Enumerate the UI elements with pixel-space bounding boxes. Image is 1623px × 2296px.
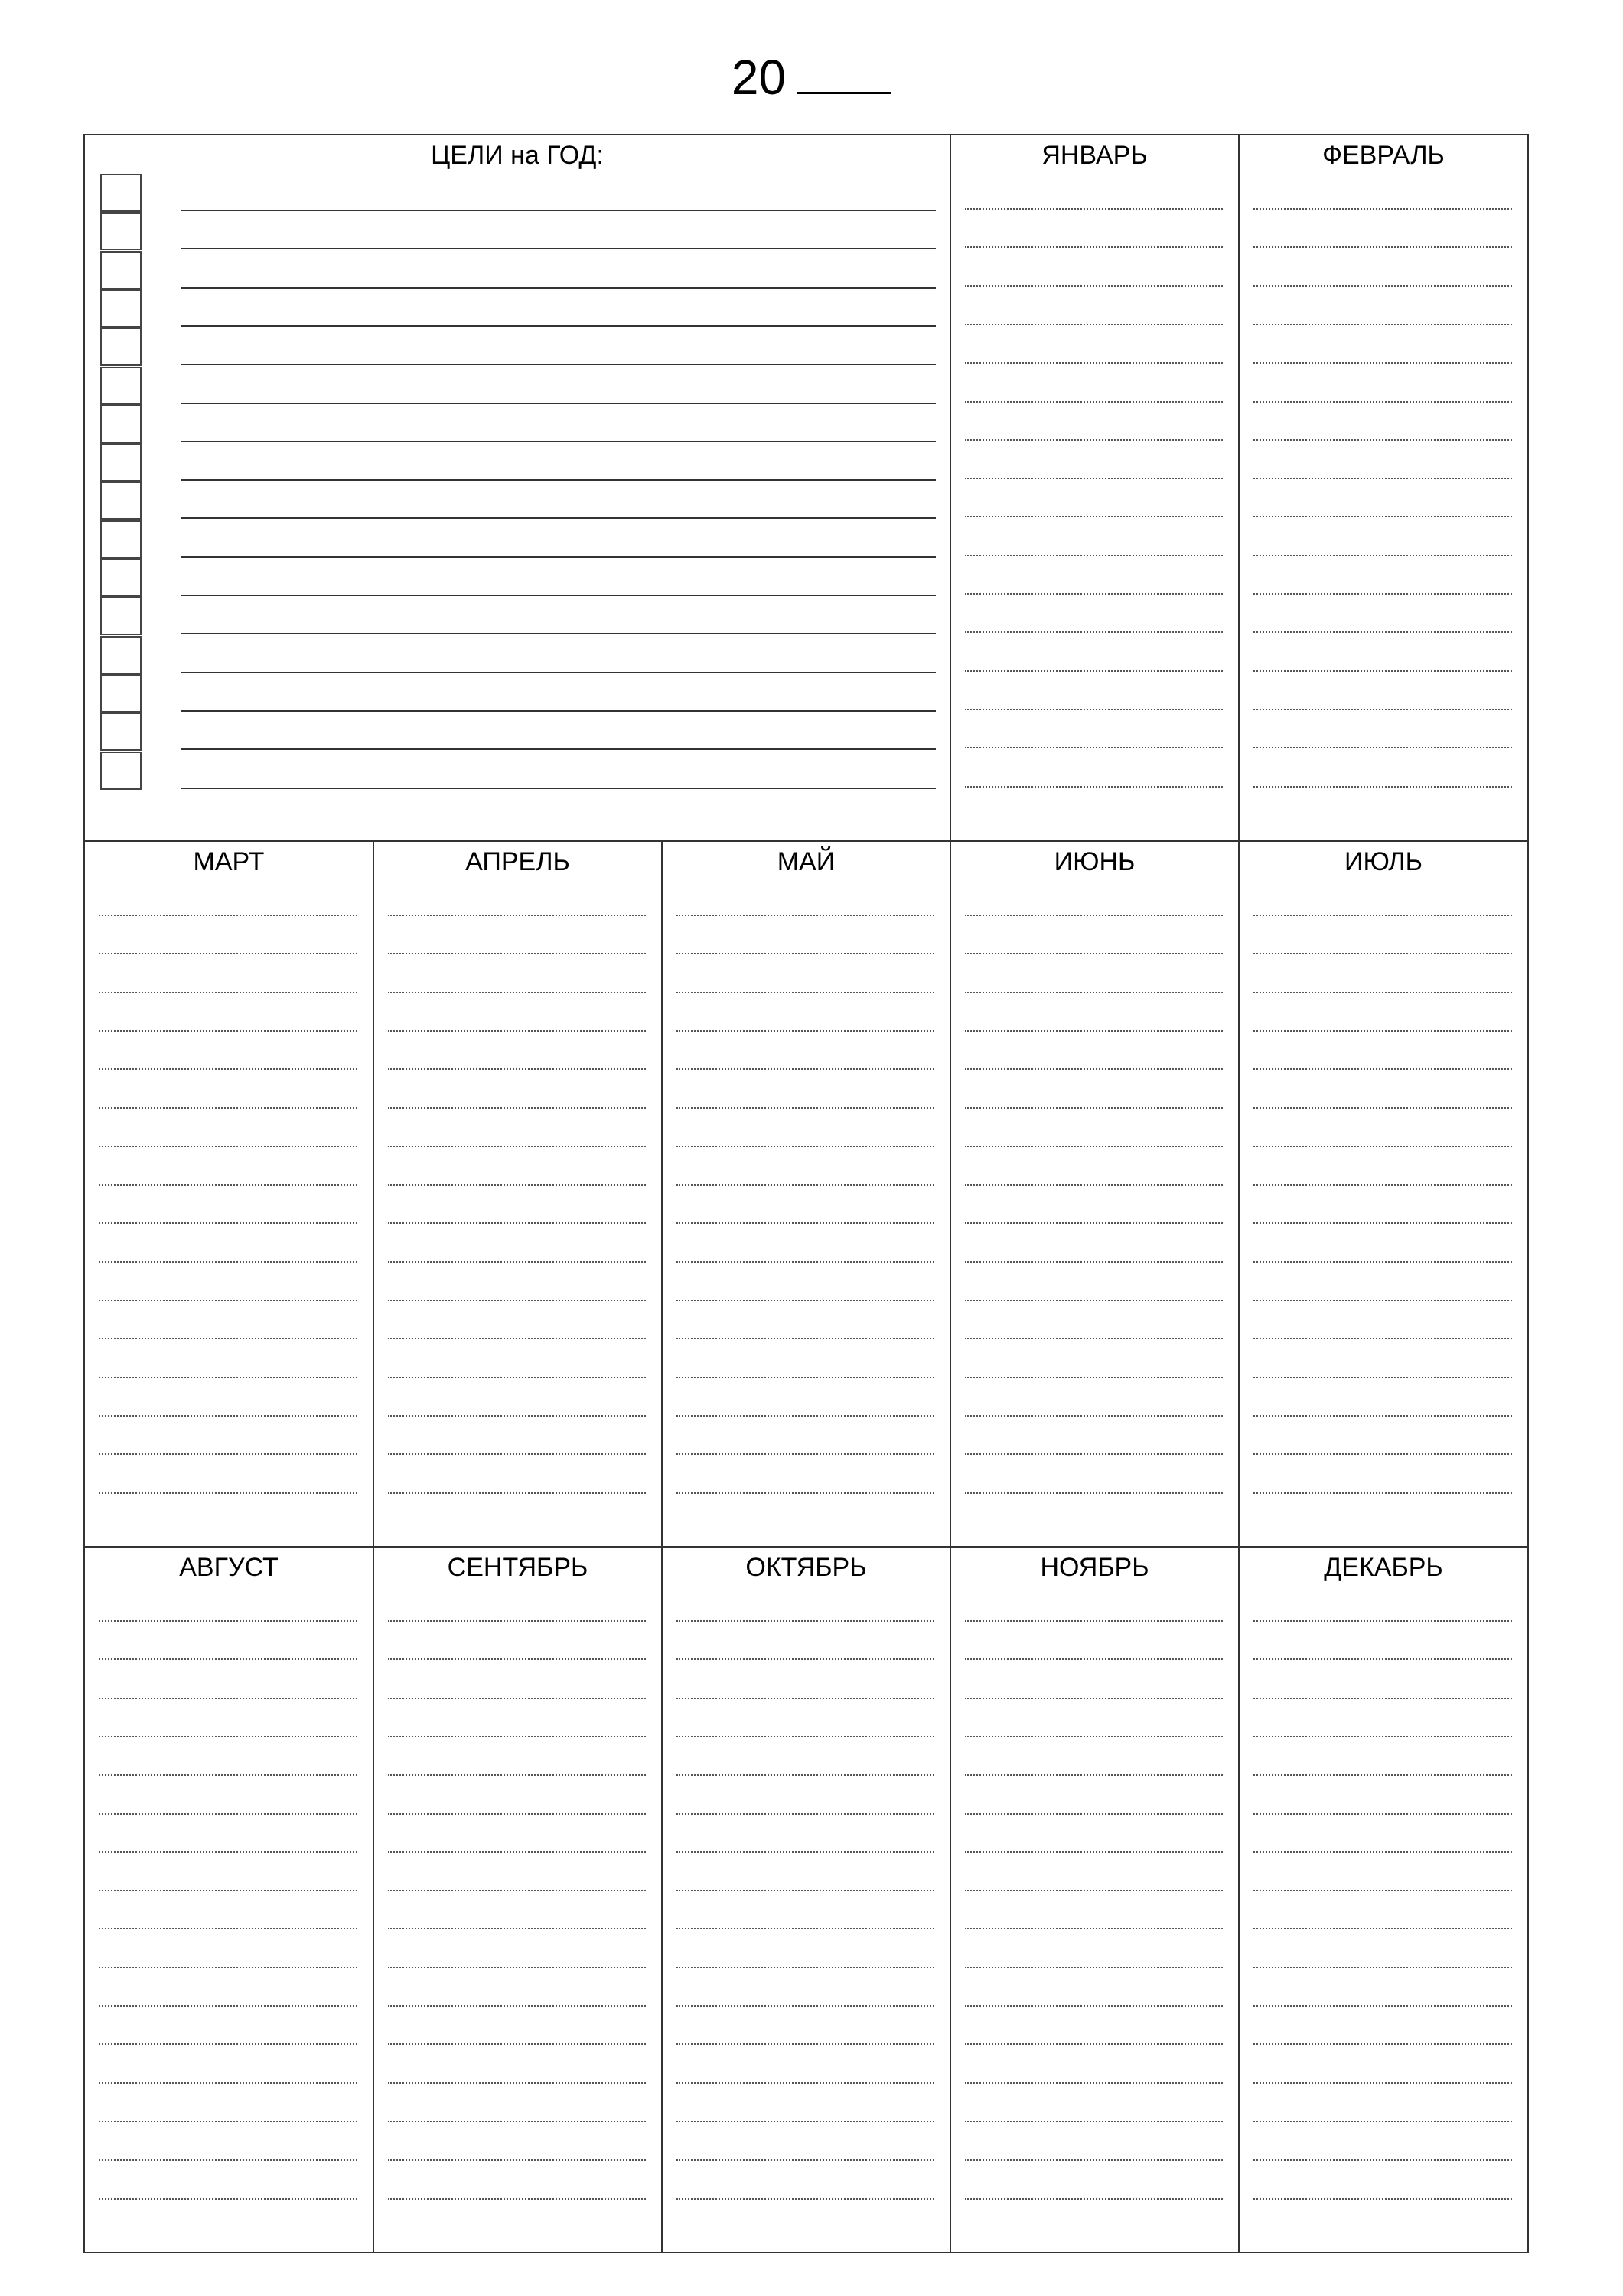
month-write-line[interactable]: [676, 1184, 934, 1186]
month-write-line[interactable]: [1253, 992, 1512, 993]
month-write-line[interactable]: [676, 1030, 934, 1032]
month-write-line[interactable]: [676, 1453, 934, 1455]
month-write-line[interactable]: [965, 786, 1223, 788]
month-write-line[interactable]: [1253, 1146, 1512, 1147]
month-cell-oct: [663, 1548, 950, 2252]
month-write-line[interactable]: [1253, 324, 1512, 325]
month-write-line[interactable]: [1253, 1736, 1512, 1737]
month-write-line[interactable]: [99, 1377, 357, 1378]
month-write-line[interactable]: [676, 1107, 934, 1109]
goal-checkbox[interactable]: [100, 251, 142, 289]
month-write-line[interactable]: [965, 2005, 1223, 2007]
month-write-line[interactable]: [676, 1377, 934, 1378]
goal-write-line[interactable]: [181, 479, 936, 481]
month-write-line[interactable]: [388, 1261, 646, 1263]
month-write-line[interactable]: [1253, 593, 1512, 595]
month-write-line[interactable]: [965, 1928, 1223, 1929]
month-title-jul: ИЮЛЬ: [1344, 847, 1423, 876]
month-write-line[interactable]: [1253, 2082, 1512, 2084]
month-write-line[interactable]: [99, 1813, 357, 1815]
month-write-line[interactable]: [676, 1620, 934, 1622]
month-write-line[interactable]: [676, 1338, 934, 1339]
goal-checkbox[interactable]: [100, 289, 142, 328]
month-write-line[interactable]: [99, 1146, 357, 1147]
month-write-line[interactable]: [1253, 401, 1512, 403]
goal-write-line[interactable]: [181, 633, 936, 634]
month-write-line[interactable]: [99, 1890, 357, 1891]
month-write-line[interactable]: [965, 1222, 1223, 1224]
month-cell-jun: [951, 842, 1238, 1546]
month-write-line[interactable]: [388, 1453, 646, 1455]
month-write-line[interactable]: [1253, 1415, 1512, 1417]
month-write-line[interactable]: [1253, 2043, 1512, 2045]
month-write-line[interactable]: [1253, 631, 1512, 633]
month-write-line[interactable]: [99, 1453, 357, 1455]
goals-title: ЦЕЛИ на ГОД:: [431, 141, 604, 170]
month-write-line[interactable]: [1253, 786, 1512, 788]
month-write-line[interactable]: [99, 1222, 357, 1224]
month-write-line[interactable]: [1253, 747, 1512, 748]
month-write-line[interactable]: [1253, 1222, 1512, 1224]
month-write-line[interactable]: [965, 555, 1223, 556]
month-write-line[interactable]: [388, 1492, 646, 1494]
month-title-apr: АПРЕЛЬ: [465, 847, 570, 876]
month-write-line[interactable]: [1253, 2198, 1512, 2200]
month-write-line[interactable]: [965, 1068, 1223, 1070]
month-write-line[interactable]: [99, 1928, 357, 1929]
month-write-line[interactable]: [676, 1967, 934, 1968]
month-write-line[interactable]: [99, 1300, 357, 1301]
goal-checkbox[interactable]: [100, 520, 142, 559]
goal-checkbox[interactable]: [100, 674, 142, 713]
month-write-line[interactable]: [388, 1184, 646, 1186]
goal-checkbox[interactable]: [100, 752, 142, 790]
month-write-line[interactable]: [965, 1030, 1223, 1032]
month-write-line[interactable]: [388, 1377, 646, 1378]
month-write-line[interactable]: [1253, 1377, 1512, 1378]
month-write-line[interactable]: [965, 631, 1223, 633]
month-title-sep: СЕНТЯБРЬ: [447, 1553, 588, 1582]
month-write-line[interactable]: [388, 1415, 646, 1417]
month-write-line[interactable]: [965, 2043, 1223, 2045]
month-write-line[interactable]: [1253, 2159, 1512, 2161]
month-write-line[interactable]: [1253, 285, 1512, 287]
goal-write-line[interactable]: [181, 672, 936, 673]
goal-checkbox[interactable]: [100, 405, 142, 443]
month-write-line[interactable]: [388, 1890, 646, 1891]
month-write-line[interactable]: [388, 1146, 646, 1147]
goals-cell: [85, 135, 950, 840]
month-write-line[interactable]: [388, 1813, 646, 1815]
month-write-line[interactable]: [965, 1300, 1223, 1301]
month-write-line[interactable]: [676, 2121, 934, 2122]
month-write-line[interactable]: [388, 1338, 646, 1339]
month-write-line[interactable]: [1253, 1338, 1512, 1339]
month-write-line[interactable]: [965, 1492, 1223, 1494]
month-write-line[interactable]: [1253, 670, 1512, 672]
goal-write-line[interactable]: [181, 788, 936, 789]
month-write-line[interactable]: [676, 2005, 934, 2007]
month-write-line[interactable]: [99, 1492, 357, 1494]
planner-grid: [83, 134, 1529, 2253]
goal-write-line[interactable]: [181, 710, 936, 712]
month-write-line[interactable]: [99, 1415, 357, 1417]
month-cell-dec: [1240, 1548, 1527, 2252]
month-title-mar: МАРТ: [193, 847, 265, 876]
month-write-line[interactable]: [676, 2198, 934, 2200]
month-write-line[interactable]: [1253, 1492, 1512, 1494]
month-write-line[interactable]: [676, 1300, 934, 1301]
month-cell-apr: [374, 842, 661, 1546]
month-write-line[interactable]: [676, 1658, 934, 1660]
month-write-line[interactable]: [965, 362, 1223, 364]
month-title-nov: НОЯБРЬ: [1040, 1553, 1149, 1582]
month-write-line[interactable]: [99, 1736, 357, 1737]
month-write-line[interactable]: [99, 1658, 357, 1660]
month-write-line[interactable]: [965, 992, 1223, 993]
month-write-line[interactable]: [965, 2121, 1223, 2122]
month-write-line[interactable]: [1253, 1774, 1512, 1776]
month-cell-mar: [85, 842, 373, 1546]
month-write-line[interactable]: [676, 1261, 934, 1263]
month-write-line[interactable]: [1253, 1851, 1512, 1853]
month-write-line[interactable]: [388, 2005, 646, 2007]
month-write-line[interactable]: [965, 593, 1223, 595]
month-write-line[interactable]: [1253, 953, 1512, 954]
month-write-line[interactable]: [99, 1338, 357, 1339]
month-write-line[interactable]: [99, 2121, 357, 2122]
month-cell-may: [663, 842, 950, 1546]
month-write-line[interactable]: [388, 2121, 646, 2122]
month-write-line[interactable]: [965, 953, 1223, 954]
month-write-line[interactable]: [99, 1107, 357, 1109]
month-write-line[interactable]: [965, 2082, 1223, 2084]
goal-write-line[interactable]: [181, 556, 936, 558]
month-write-line[interactable]: [388, 2043, 646, 2045]
month-write-line[interactable]: [965, 208, 1223, 210]
month-write-line[interactable]: [1253, 516, 1512, 517]
month-write-line[interactable]: [388, 1620, 646, 1622]
month-write-line[interactable]: [1253, 1300, 1512, 1301]
month-title-dec: ДЕКАБРЬ: [1324, 1553, 1443, 1582]
month-write-line[interactable]: [1253, 1184, 1512, 1186]
month-write-line[interactable]: [676, 2159, 934, 2161]
month-write-line[interactable]: [965, 1146, 1223, 1147]
month-write-line[interactable]: [388, 1698, 646, 1699]
month-write-line[interactable]: [676, 1851, 934, 1853]
goal-write-line[interactable]: [181, 325, 936, 327]
month-write-line[interactable]: [965, 1658, 1223, 1660]
month-write-line[interactable]: [1253, 1813, 1512, 1815]
month-write-line[interactable]: [99, 992, 357, 993]
month-write-line[interactable]: [99, 2198, 357, 2200]
month-title-oct: ОКТЯБРЬ: [745, 1553, 867, 1582]
month-write-line[interactable]: [388, 2082, 646, 2084]
month-write-line[interactable]: [1253, 362, 1512, 364]
month-write-line[interactable]: [99, 2082, 357, 2084]
month-write-line[interactable]: [99, 1261, 357, 1263]
month-write-line[interactable]: [1253, 1698, 1512, 1699]
month-write-line[interactable]: [99, 2005, 357, 2007]
goal-checkbox[interactable]: [100, 597, 142, 635]
month-title-may: МАЙ: [777, 847, 836, 876]
month-write-line[interactable]: [1253, 915, 1512, 916]
month-write-line[interactable]: [1253, 1890, 1512, 1891]
month-write-line[interactable]: [1253, 478, 1512, 479]
month-cell-nov: [951, 1548, 1238, 2252]
month-write-line[interactable]: [965, 1453, 1223, 1455]
month-write-line[interactable]: [676, 1068, 934, 1070]
month-write-line[interactable]: [676, 992, 934, 993]
month-write-line[interactable]: [388, 2198, 646, 2200]
month-write-line[interactable]: [965, 1107, 1223, 1109]
year-heading: [0, 44, 1623, 106]
goal-checkbox[interactable]: [100, 636, 142, 674]
goal-write-line[interactable]: [181, 595, 936, 596]
month-cell-jul: [1240, 842, 1527, 1546]
month-write-line[interactable]: [388, 1736, 646, 1737]
month-write-line[interactable]: [965, 285, 1223, 287]
month-write-line[interactable]: [388, 1030, 646, 1032]
month-write-line[interactable]: [965, 1620, 1223, 1622]
month-write-line[interactable]: [965, 1736, 1223, 1737]
month-write-line[interactable]: [965, 439, 1223, 441]
goal-checkbox[interactable]: [100, 443, 142, 481]
year-blank-line[interactable]: [797, 44, 891, 94]
goal-checkbox[interactable]: [100, 559, 142, 597]
month-write-line[interactable]: [676, 1492, 934, 1494]
month-write-line[interactable]: [388, 1068, 646, 1070]
goal-write-line[interactable]: [181, 403, 936, 404]
month-write-line[interactable]: [388, 915, 646, 916]
month-write-line[interactable]: [388, 1658, 646, 1660]
month-write-line[interactable]: [965, 1184, 1223, 1186]
goal-write-line[interactable]: [181, 364, 936, 365]
month-write-line[interactable]: [1253, 2005, 1512, 2007]
month-write-line[interactable]: [1253, 555, 1512, 556]
month-write-line[interactable]: [388, 1774, 646, 1776]
month-cell-sep: [374, 1548, 661, 2252]
goal-write-line[interactable]: [181, 748, 936, 750]
month-write-line[interactable]: [388, 953, 646, 954]
goal-checkbox[interactable]: [100, 174, 142, 212]
goal-checkbox[interactable]: [100, 328, 142, 366]
goal-write-line[interactable]: [181, 248, 936, 249]
month-write-line[interactable]: [676, 1698, 934, 1699]
month-write-line[interactable]: [676, 2082, 934, 2084]
month-write-line[interactable]: [99, 1774, 357, 1776]
month-write-line[interactable]: [965, 2198, 1223, 2200]
month-write-line[interactable]: [965, 1813, 1223, 1815]
month-write-line[interactable]: [1253, 1658, 1512, 1660]
goal-checkbox[interactable]: [100, 481, 142, 520]
month-write-line[interactable]: [965, 516, 1223, 517]
month-write-line[interactable]: [1253, 246, 1512, 248]
month-write-line[interactable]: [965, 1261, 1223, 1263]
month-write-line[interactable]: [965, 670, 1223, 672]
month-write-line[interactable]: [676, 953, 934, 954]
month-write-line[interactable]: [676, 1813, 934, 1815]
goal-checkbox[interactable]: [100, 367, 142, 405]
goal-checkbox[interactable]: [100, 212, 142, 250]
month-write-line[interactable]: [965, 401, 1223, 403]
month-write-line[interactable]: [1253, 1453, 1512, 1455]
month-cell-aug: [85, 1548, 373, 2252]
month-title-jan: ЯНВАРЬ: [1041, 141, 1148, 170]
month-write-line[interactable]: [1253, 1030, 1512, 1032]
month-write-line[interactable]: [965, 324, 1223, 325]
month-title-aug: АВГУСТ: [179, 1553, 279, 1582]
month-write-line[interactable]: [965, 709, 1223, 710]
month-write-line[interactable]: [965, 1415, 1223, 1417]
month-write-line[interactable]: [99, 1030, 357, 1032]
goal-write-line[interactable]: [181, 517, 936, 519]
month-write-line[interactable]: [965, 1774, 1223, 1776]
month-write-line[interactable]: [1253, 2121, 1512, 2122]
month-write-line[interactable]: [99, 1698, 357, 1699]
month-write-line[interactable]: [965, 1377, 1223, 1378]
month-write-line[interactable]: [965, 478, 1223, 479]
month-write-line[interactable]: [99, 1184, 357, 1186]
year-prefix: 20: [731, 50, 787, 105]
month-write-line[interactable]: [99, 1851, 357, 1853]
month-write-line[interactable]: [388, 1967, 646, 1968]
month-write-line[interactable]: [99, 1068, 357, 1070]
month-write-line[interactable]: [1253, 1107, 1512, 1109]
goal-write-line[interactable]: [181, 287, 936, 289]
month-cell-jan: [951, 135, 1238, 840]
month-write-line[interactable]: [99, 2159, 357, 2161]
month-cell-feb: [1240, 135, 1527, 840]
goal-write-line[interactable]: [181, 210, 936, 211]
month-write-line[interactable]: [1253, 1928, 1512, 1929]
month-write-line[interactable]: [1253, 1620, 1512, 1622]
month-write-line[interactable]: [388, 1928, 646, 1929]
month-write-line[interactable]: [965, 1338, 1223, 1339]
month-write-line[interactable]: [676, 1890, 934, 1891]
month-write-line[interactable]: [1253, 439, 1512, 441]
month-write-line[interactable]: [676, 1415, 934, 1417]
month-write-line[interactable]: [965, 915, 1223, 916]
goal-write-line[interactable]: [181, 441, 936, 442]
month-write-line[interactable]: [965, 2159, 1223, 2161]
month-write-line[interactable]: [676, 1928, 934, 1929]
goal-checkbox[interactable]: [100, 713, 142, 751]
month-title-jun: ИЮНЬ: [1054, 847, 1136, 876]
month-write-line[interactable]: [1253, 1261, 1512, 1263]
month-write-line[interactable]: [965, 1967, 1223, 1968]
month-write-line[interactable]: [388, 1222, 646, 1224]
month-write-line[interactable]: [1253, 709, 1512, 710]
month-write-line[interactable]: [99, 1620, 357, 1622]
month-write-line[interactable]: [1253, 1967, 1512, 1968]
month-write-line[interactable]: [99, 2043, 357, 2045]
month-write-line[interactable]: [676, 1736, 934, 1737]
month-write-line[interactable]: [965, 747, 1223, 748]
month-write-line[interactable]: [676, 1222, 934, 1224]
month-title-feb: ФЕВРАЛЬ: [1322, 141, 1445, 170]
month-write-line[interactable]: [676, 1774, 934, 1776]
month-write-line[interactable]: [676, 2043, 934, 2045]
month-write-line[interactable]: [1253, 1068, 1512, 1070]
month-write-line[interactable]: [965, 1890, 1223, 1891]
month-write-line[interactable]: [388, 2159, 646, 2161]
month-write-line[interactable]: [965, 246, 1223, 248]
month-write-line[interactable]: [965, 1851, 1223, 1853]
month-write-line[interactable]: [99, 915, 357, 916]
month-write-line[interactable]: [676, 1146, 934, 1147]
month-write-line[interactable]: [1253, 208, 1512, 210]
month-write-line[interactable]: [676, 915, 934, 916]
month-write-line[interactable]: [388, 1300, 646, 1301]
month-write-line[interactable]: [388, 1107, 646, 1109]
month-write-line[interactable]: [965, 1698, 1223, 1699]
month-write-line[interactable]: [388, 1851, 646, 1853]
month-write-line[interactable]: [99, 953, 357, 954]
month-write-line[interactable]: [99, 1967, 357, 1968]
month-write-line[interactable]: [388, 992, 646, 993]
